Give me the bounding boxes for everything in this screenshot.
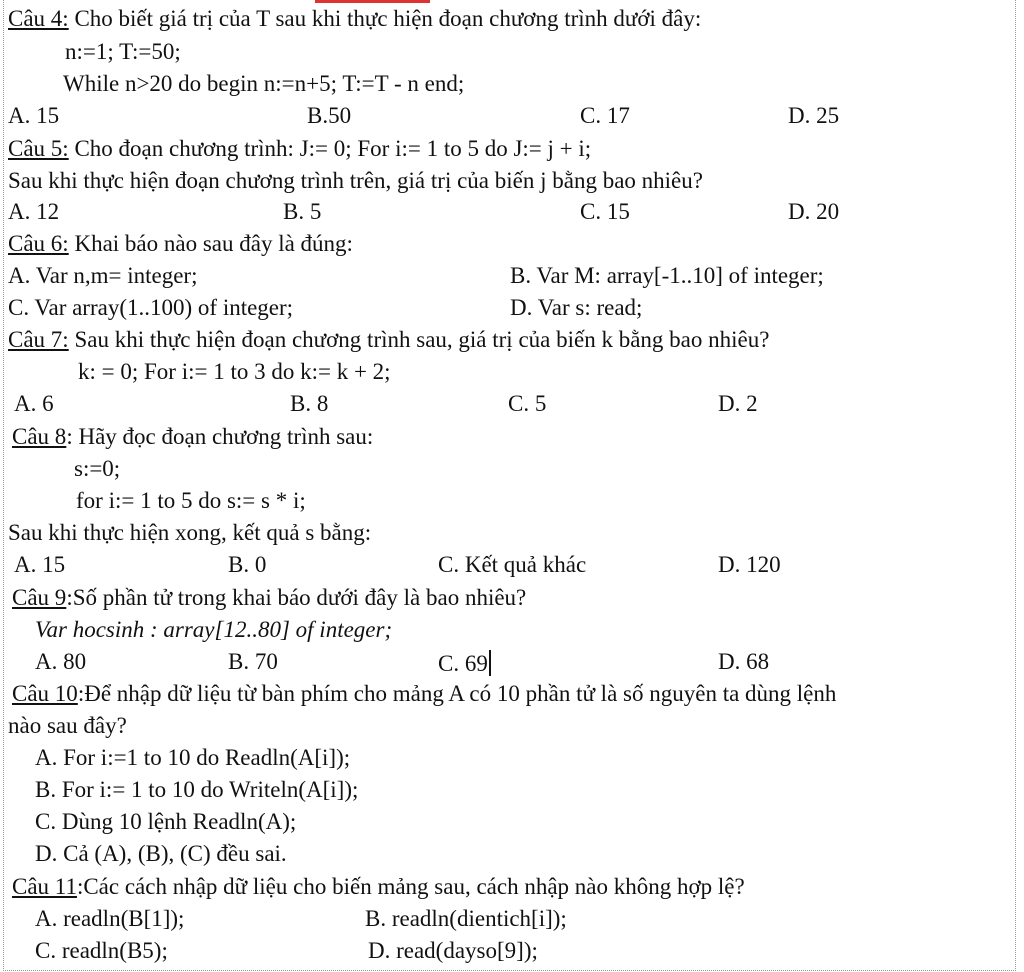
q10-text-2: nào sau đây? xyxy=(8,713,127,738)
q9-number: Câu 9 xyxy=(12,585,67,610)
q5-option-d[interactable]: D. 20 xyxy=(788,199,840,224)
q8-option-c[interactable]: C. Kết quả khác xyxy=(438,552,587,577)
q6-option-b[interactable]: B. Var M: array[-1..10] of integer; xyxy=(510,263,824,288)
q8-option-b[interactable]: B. 0 xyxy=(228,552,267,577)
q5-option-c[interactable]: C. 15 xyxy=(580,199,630,224)
q8-number: Câu 8 xyxy=(12,424,67,449)
q7-option-b[interactable]: B. 8 xyxy=(290,391,329,416)
q4-option-c[interactable]: C. 17 xyxy=(580,103,630,128)
q7-code: k: = 0; For i:= 1 to 3 do k:= k + 2; xyxy=(78,359,391,384)
q9-code: Var hocsinh : array[12..80] of integer; xyxy=(35,617,393,642)
text-cursor xyxy=(489,650,491,676)
q11-option-b[interactable]: B. readln(dientich[i]); xyxy=(365,906,567,931)
q10-option-d[interactable]: D. Cả (A), (B), (C) đều sai. xyxy=(35,841,287,866)
q11-number: Câu 11 xyxy=(12,874,77,899)
q9-question xyxy=(12,586,526,609)
q9-option-b[interactable]: B. 70 xyxy=(228,649,278,674)
q9-option-c[interactable]: C. 69 xyxy=(438,651,488,676)
q7-text: Sau khi thực hiện đoạn chương trình sau, giá trị của biến k bằng bao nhiêu? xyxy=(68,327,770,352)
q10-number: Câu 10 xyxy=(12,681,78,706)
q5-number: Câu 5: xyxy=(8,136,69,161)
q5-text: Cho đoạn chương trình: J:= 0; For i:= 1 to 5 do J:= j + i; xyxy=(68,136,592,161)
q7-option-c[interactable]: C. 5 xyxy=(508,391,547,416)
q10-text: :Để nhập dữ liệu từ bàn phím cho mảng A có 10 phần tử là số nguyên ta dùng lệnh xyxy=(77,681,837,706)
q6-number: Câu 6: xyxy=(8,231,69,256)
q9-option-c-wrap[interactable] xyxy=(438,650,491,676)
q8-option-d[interactable]: D. 120 xyxy=(718,552,781,577)
q5-option-a[interactable]: A. 12 xyxy=(8,199,60,224)
q4-code-1: n:=1; T:=50; xyxy=(65,39,181,64)
q9-text: :Số phần tử trong khai báo dưới đây là bao nhiêu? xyxy=(66,585,527,610)
q7-option-a[interactable]: A. 6 xyxy=(14,391,54,416)
q8-question xyxy=(12,425,373,448)
q4-text: Cho biết giá trị của T sau khi thực hiện đoạn chương trình dưới đây: xyxy=(68,6,702,31)
q4-option-d[interactable]: D. 25 xyxy=(788,103,840,128)
q9-option-a[interactable]: A. 80 xyxy=(35,649,87,674)
q11-option-a[interactable]: A. readln(B[1]); xyxy=(35,906,185,931)
q9-option-d[interactable]: D. 68 xyxy=(718,649,770,674)
q6-option-d[interactable]: D. Var s: read; xyxy=(510,295,643,320)
q11-question xyxy=(12,875,745,898)
q11-text: :Các cách nhập dữ liệu cho biến mảng sau, cách nhập nào không hợp lệ? xyxy=(76,874,745,899)
q6-option-c[interactable]: C. Var array(1..100) of integer; xyxy=(8,295,294,320)
q8-code-2: for i:= 1 to 5 do s:= s * i; xyxy=(76,488,306,513)
q5-text-2: Sau khi thực hiện đoạn chương trình trên, giá trị của biến j bằng bao nhiêu? xyxy=(8,168,703,193)
q6-option-a[interactable]: A. Var n,m= integer; xyxy=(8,263,198,288)
q10-option-c[interactable]: C. Dùng 10 lệnh Readln(A); xyxy=(35,809,297,834)
q4-option-b[interactable]: B.50 xyxy=(307,103,352,128)
q8-code-1: s:=0; xyxy=(74,456,121,481)
q7-question xyxy=(8,328,769,351)
q7-option-d[interactable]: D. 2 xyxy=(718,391,758,416)
q8-text: : Hãy đọc đoạn chương trình sau: xyxy=(66,424,374,449)
q11-option-d[interactable]: D. read(dayso[9]); xyxy=(368,938,538,963)
q10-question xyxy=(12,682,836,705)
q5-question xyxy=(8,137,591,160)
q10-option-a[interactable]: A. For i:=1 to 10 do Readln(A[i]); xyxy=(35,745,351,770)
q11-option-c[interactable]: C. readln(B5); xyxy=(35,938,168,963)
q4-option-a[interactable]: A. 15 xyxy=(8,103,60,128)
red-marker xyxy=(315,0,430,3)
q4-number: Câu 4: xyxy=(8,6,69,31)
q6-text: Khai báo nào sau đây là đúng: xyxy=(68,231,353,256)
q7-number: Câu 7: xyxy=(8,327,69,352)
q4-code-2: While n>20 do begin n:=n+5; T:=T - n end; xyxy=(63,71,465,96)
q8-option-a[interactable]: A. 15 xyxy=(14,552,66,577)
q5-option-b[interactable]: B. 5 xyxy=(283,199,322,224)
q10-option-b[interactable]: B. For i:= 1 to 10 do Writeln(A[i]); xyxy=(35,777,359,802)
q4-question xyxy=(8,7,701,30)
q6-question xyxy=(8,232,353,255)
q8-text-2: Sau khi thực hiện xong, kết quả s bằng: xyxy=(8,520,372,545)
